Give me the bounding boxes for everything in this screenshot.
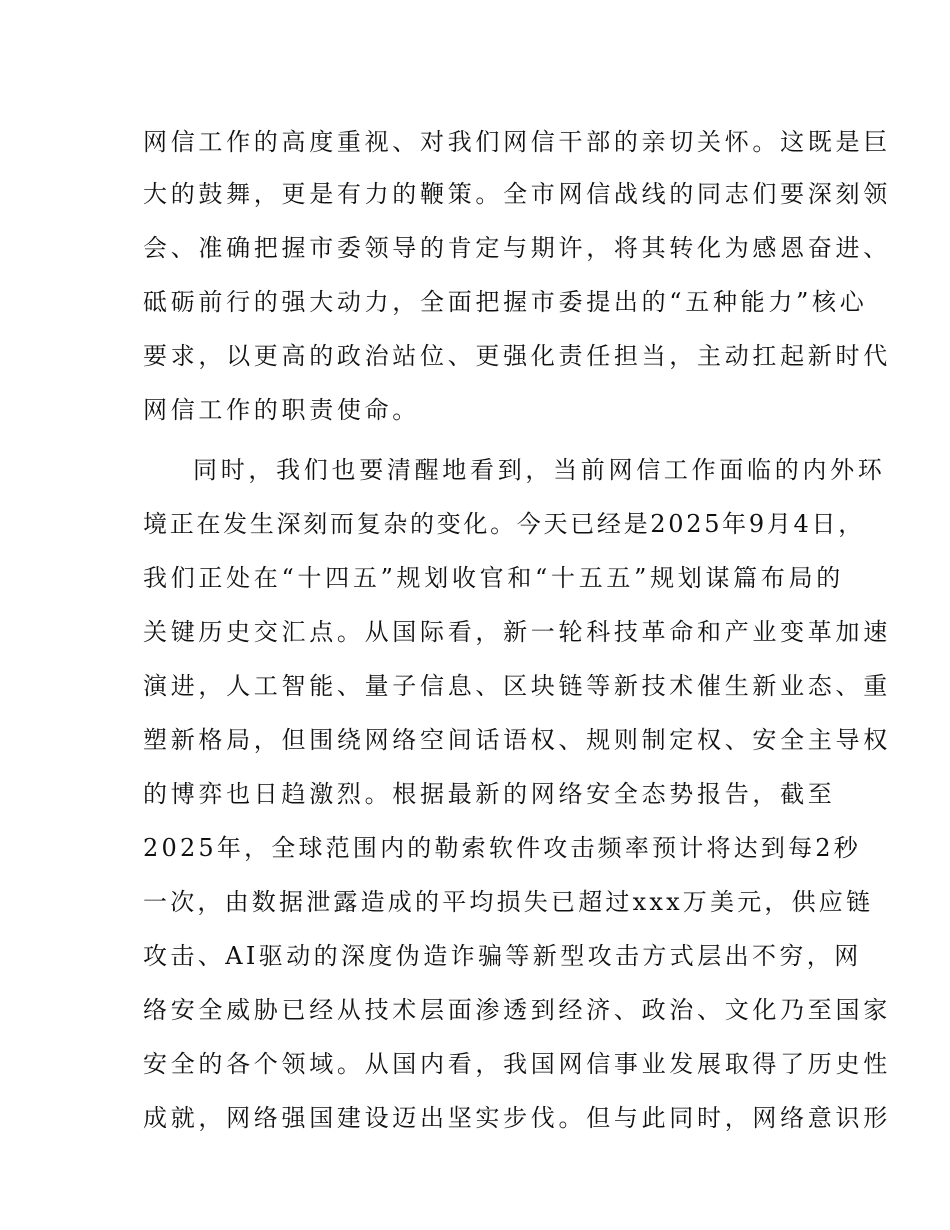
line-text: 的博弈也日趋激烈。根据最新的网络安全态势报告，截至 xyxy=(143,780,836,808)
text-line xyxy=(0,720,950,760)
line-text: 砥砺前行的强大动力，全面把握市委提出的“五种能力”核心 xyxy=(143,288,868,316)
line-text: 安全的各个领域。从国内看，我国网信事业发展取得了历史性 xyxy=(143,1050,891,1078)
text-line xyxy=(0,666,950,706)
line-text: 攻击、AI驱动的深度伪造诈骗等新型攻击方式层出不穷，网 xyxy=(143,942,862,970)
text-line xyxy=(0,612,950,652)
line-text: 络安全威胁已经从技术层面渗透到经济、政治、文化乃至国家 xyxy=(143,996,891,1024)
text-line xyxy=(0,122,950,162)
text-line xyxy=(0,228,950,268)
line-text: 一次，由数据泄露造成的平均损失已超过xxx万美元，供应链 xyxy=(143,888,874,916)
line-text: 会、准确把握市委领导的肯定与期许，将其转化为感恩奋进、 xyxy=(143,234,891,262)
line-text: 网信工作的职责使命。 xyxy=(143,396,420,424)
text-line xyxy=(0,828,950,868)
line-text: 我们正处在“十四五”规划收官和“十五五”规划谋篇布局的 xyxy=(143,564,844,592)
text-line xyxy=(0,174,950,214)
line-text: 成就，网络强国建设迈出坚实步伐。但与此同时，网络意识形 xyxy=(143,1104,891,1132)
text-line xyxy=(0,1098,950,1138)
text-line xyxy=(0,774,950,814)
text-line xyxy=(0,1044,950,1084)
text-line xyxy=(0,558,950,598)
text-line xyxy=(0,336,950,376)
text-line xyxy=(0,990,950,1030)
line-text: 网信工作的高度重视、对我们网信干部的亲切关怀。这既是巨 xyxy=(143,128,891,156)
line-text: 同时，我们也要清醒地看到，当前网信工作面临的内外环 xyxy=(193,456,886,484)
text-line xyxy=(0,450,950,490)
text-line xyxy=(0,390,950,430)
line-text: 2025年，全球范围内的勒索软件攻击频率预计将达到每2秒 xyxy=(143,834,861,862)
line-text: 境正在发生深刻而复杂的变化。今天已经是2025年9月4日， xyxy=(143,510,865,538)
line-text: 塑新格局，但围绕网络空间话语权、规则制定权、安全主导权 xyxy=(143,726,891,754)
text-line xyxy=(0,936,950,976)
line-text: 演进，人工智能、量子信息、区块链等新技术催生新业态、重 xyxy=(143,672,891,700)
text-line xyxy=(0,282,950,322)
line-text: 关键历史交汇点。从国际看，新一轮科技革命和产业变革加速 xyxy=(143,618,891,646)
line-text: 大的鼓舞，更是有力的鞭策。全市网信战线的同志们要深刻领 xyxy=(143,180,891,208)
line-text: 要求，以更高的政治站位、更强化责任担当，主动扛起新时代 xyxy=(143,342,891,370)
text-line xyxy=(0,504,950,544)
text-line xyxy=(0,882,950,922)
